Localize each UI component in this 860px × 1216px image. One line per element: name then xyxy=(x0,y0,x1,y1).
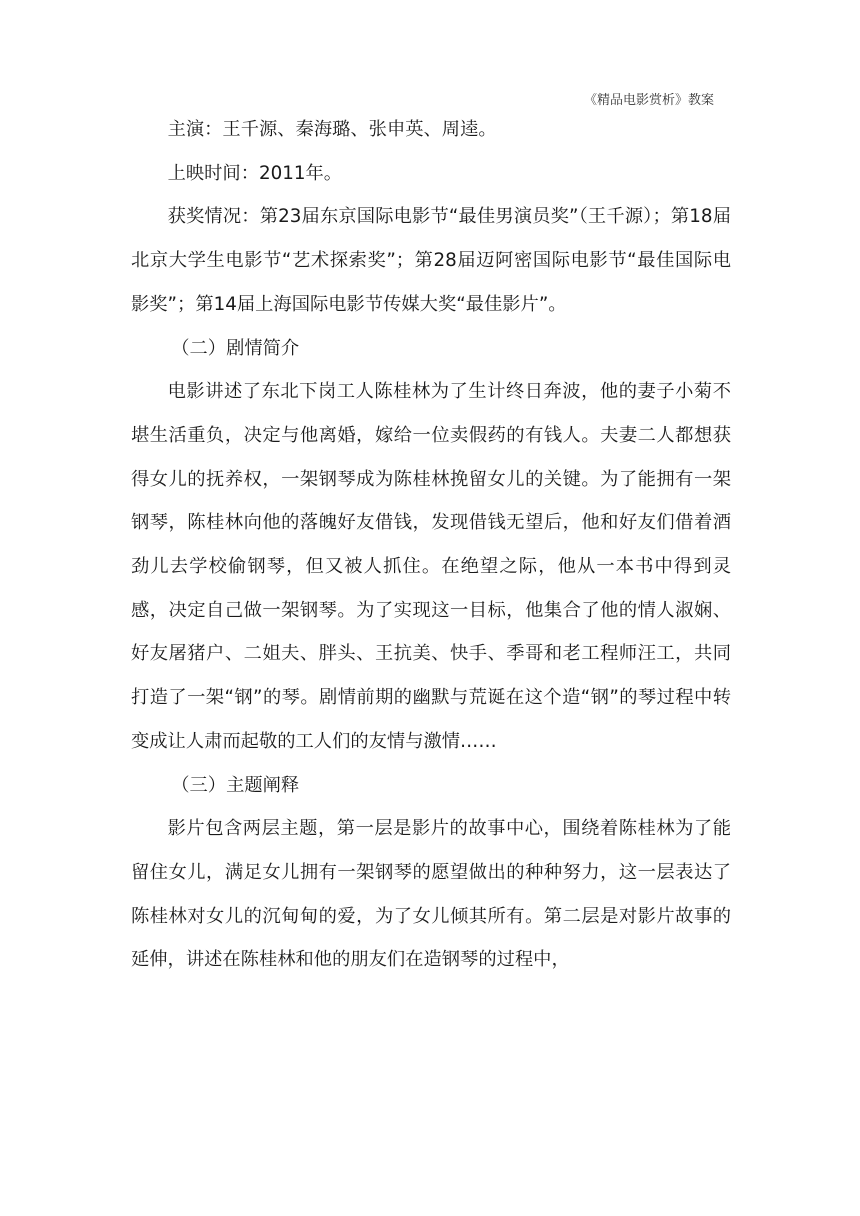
cast-paragraph: 主演：王千源、秦海璐、张申英、周逵。 xyxy=(167,119,497,140)
plot-paragraph: 电影讲述了东北下岗工人陈桂林为了生计终日奔波，他的妻子小菊不堪生活重负，决定与他离婚，嫁给一位卖假药的有钱人。夫妻二人都想获得女儿的抚养权，一架钢琴成为陈桂林挽留女儿的关键。为了能拥有一架钢琴，陈桂林向他的落魄好友借钱，发现借钱无望后，他和好友们借着酒劲儿去学校偷钢琴，但又被人抓住。在绝望之际，他从一本书中得到灵感，决定自己做一架钢琴。为了实现这一目标，他集合了他的情人淑娴、好友屠猪户、二姐夫、胖头、王抗美、快手、季哥和老工程师汪工，共同打造了一架“钢”的琴。剧情前期的幽默与荒诞在这个造“钢”的琴过程中转变成让人肃而起敬的工人们的友情与激情…… xyxy=(131,381,731,752)
release-paragraph: 上映时间：2011年。 xyxy=(167,162,343,184)
section-heading-theme: （三）主题阐释 xyxy=(171,774,300,796)
theme-paragraph: 影片包含两层主题，第一层是影片的故事中心，围绕着陈桂林为了能留住女儿，满足女儿拥有一架钢琴的愿望做出的种种努力，这一层表达了陈桂林对女儿的沉甸甸的爱，为了女儿倾其所有。第二层是对影片故事的延伸，讲述在陈桂林和他的朋友们在造钢琴的过程中， xyxy=(131,818,731,971)
awards-paragraph: 获奖情况：第23届东京国际电影节“最佳男演员奖”（王千源）；第18届北京大学生电影节“艺术探索奖”；第28届迈阿密国际电影节“最佳国际电影奖”；第14届上海国际电影节传媒大奖“最佳影片”。 xyxy=(131,206,731,315)
document-body xyxy=(131,108,731,982)
section-heading-plot: （二）剧情简介 xyxy=(171,337,300,359)
running-header: 《精品电影赏析》教案 xyxy=(583,93,714,108)
